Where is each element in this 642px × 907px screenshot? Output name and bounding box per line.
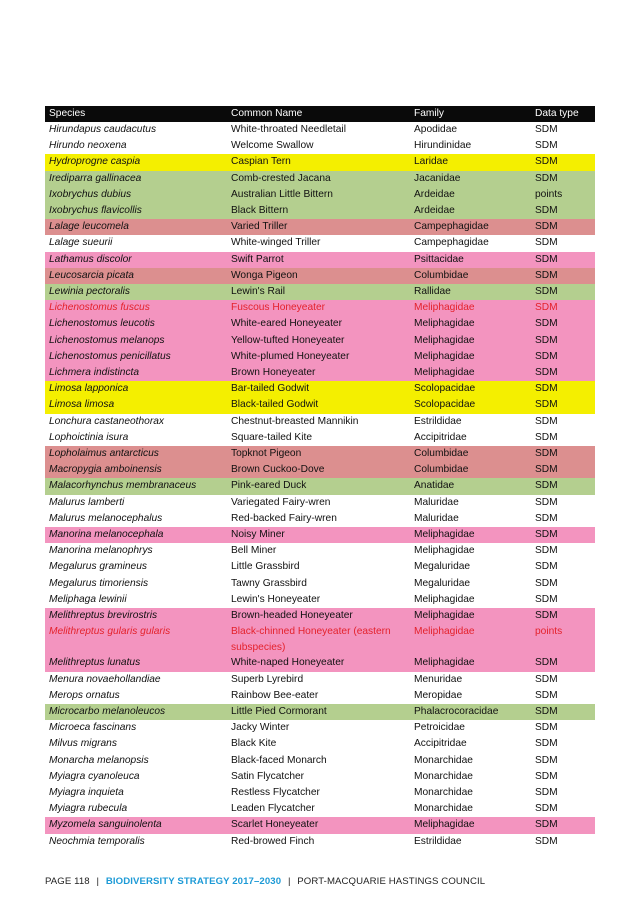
data-type-cell: SDM bbox=[531, 478, 595, 494]
common-name-cell: Australian Little Bittern bbox=[227, 187, 410, 203]
common-name-cell: Jacky Winter bbox=[231, 722, 290, 734]
data-type-cell: SDM bbox=[535, 835, 558, 847]
page-number: PAGE 118 bbox=[45, 876, 90, 887]
data-type-cell: SDM bbox=[535, 561, 558, 573]
family-cell: Megaluridae bbox=[414, 561, 471, 573]
species-cell: Menura novaehollandiae bbox=[49, 673, 161, 685]
data-type-cell: SDM bbox=[531, 381, 595, 397]
table-row bbox=[45, 430, 595, 446]
table-row bbox=[45, 414, 595, 430]
species-cell: Myiagra inquieta bbox=[49, 786, 124, 798]
common-name-cell: Black-chinned Honeyeater (eastern subspecies) bbox=[227, 624, 410, 655]
table-row bbox=[45, 203, 595, 219]
family-cell: Petroicidae bbox=[414, 722, 465, 734]
common-name-cell: Bell Miner bbox=[231, 545, 277, 557]
species-cell: Lewinia pectoralis bbox=[45, 284, 227, 300]
family-cell: Campephagidae bbox=[414, 237, 489, 249]
species-cell: Ixobrychus flavicollis bbox=[45, 203, 227, 219]
table-row bbox=[45, 446, 595, 462]
common-name-cell: Lewin's Rail bbox=[227, 284, 410, 300]
species-cell: Myiagra cyanoleuca bbox=[49, 770, 140, 782]
species-cell: Lophoictinia isura bbox=[49, 431, 129, 443]
table-row bbox=[45, 462, 595, 478]
family-cell: Maluridae bbox=[414, 496, 459, 508]
species-cell: Lopholaimus antarcticus bbox=[45, 446, 227, 462]
data-type-cell: SDM bbox=[531, 252, 595, 268]
family-cell: Meliphagidae bbox=[410, 316, 531, 332]
family-cell: Jacanidae bbox=[410, 171, 531, 187]
common-name-cell: Black-tailed Godwit bbox=[227, 397, 410, 413]
family-cell: Meliphagidae bbox=[410, 365, 531, 381]
family-cell: Meliphagidae bbox=[410, 333, 531, 349]
family-cell: Anatidae bbox=[410, 478, 531, 494]
data-type-cell: SDM bbox=[531, 333, 595, 349]
data-type-cell: SDM bbox=[531, 316, 595, 332]
common-name-cell: White-naped Honeyeater bbox=[227, 655, 410, 671]
species-cell: Milvus migrans bbox=[49, 738, 117, 750]
species-cell: Lichenostomus leucotis bbox=[45, 316, 227, 332]
data-type-cell: SDM bbox=[535, 738, 558, 750]
table-row bbox=[45, 154, 595, 170]
data-type-cell: SDM bbox=[531, 527, 595, 543]
species-cell: Irediparra gallinacea bbox=[45, 171, 227, 187]
data-type-cell: SDM bbox=[531, 817, 595, 833]
data-type-cell: SDM bbox=[531, 219, 595, 235]
table-row bbox=[45, 252, 595, 268]
table-row bbox=[45, 817, 595, 833]
table-row bbox=[45, 543, 595, 559]
family-cell: Meropidae bbox=[414, 689, 463, 701]
common-name-cell: Welcome Swallow bbox=[231, 140, 314, 152]
family-cell: Meliphagidae bbox=[410, 624, 531, 655]
footer-divider: | bbox=[287, 876, 291, 887]
species-cell: Lonchura castaneothorax bbox=[49, 415, 164, 427]
table-row bbox=[45, 397, 595, 413]
common-name-cell: Wonga Pigeon bbox=[227, 268, 410, 284]
table-row bbox=[45, 122, 595, 138]
family-cell: Columbidae bbox=[410, 268, 531, 284]
species-cell: Limosa limosa bbox=[45, 397, 227, 413]
data-type-cell: SDM bbox=[535, 786, 558, 798]
table-row bbox=[45, 559, 595, 575]
data-type-cell: SDM bbox=[531, 446, 595, 462]
family-cell: Phalacrocoracidae bbox=[410, 704, 531, 720]
table-row bbox=[45, 769, 595, 785]
species-cell: Melithreptus brevirostris bbox=[45, 608, 227, 624]
species-cell: Hirundo neoxena bbox=[49, 140, 127, 152]
data-type-cell: SDM bbox=[535, 577, 558, 589]
council-name: PORT-MACQUARIE HASTINGS COUNCIL bbox=[297, 876, 486, 887]
common-name-cell: Tawny Grassbird bbox=[231, 577, 307, 589]
species-cell: Microcarbo melanoleucos bbox=[45, 704, 227, 720]
table-row bbox=[45, 624, 595, 655]
common-name-cell: Comb-crested Jacana bbox=[227, 171, 410, 187]
data-type-cell: SDM bbox=[535, 415, 558, 427]
data-type-cell: SDM bbox=[531, 154, 595, 170]
table-row bbox=[45, 511, 595, 527]
table-row bbox=[45, 753, 595, 769]
table-row bbox=[45, 219, 595, 235]
data-type-cell: SDM bbox=[535, 722, 558, 734]
table-row bbox=[45, 785, 595, 801]
common-name-cell: Chestnut-breasted Mannikin bbox=[231, 415, 359, 427]
species-cell: Malurus melanocephalus bbox=[49, 512, 163, 524]
family-cell: Columbidae bbox=[410, 446, 531, 462]
table-row bbox=[45, 333, 595, 349]
species-cell: Melithreptus lunatus bbox=[45, 655, 227, 671]
table-row bbox=[45, 171, 595, 187]
data-type-cell: SDM bbox=[535, 545, 558, 557]
data-type-cell: SDM bbox=[535, 496, 558, 508]
family-cell: Meliphagidae bbox=[410, 349, 531, 365]
family-cell: Apodidae bbox=[414, 124, 458, 135]
species-cell: Hirundapus caudacutus bbox=[49, 124, 157, 135]
family-cell: Meliphagidae bbox=[410, 655, 531, 671]
common-name-cell: Black-faced Monarch bbox=[231, 754, 327, 766]
species-cell: Lalage leucomela bbox=[45, 219, 227, 235]
data-type-cell: SDM bbox=[535, 673, 558, 685]
table-row bbox=[45, 608, 595, 624]
species-cell: Malurus lamberti bbox=[49, 496, 125, 508]
table-body bbox=[45, 122, 595, 850]
table-row bbox=[45, 284, 595, 300]
family-cell: Estrildidae bbox=[414, 415, 462, 427]
species-cell: Manorina melanocephala bbox=[45, 527, 227, 543]
table-row bbox=[45, 495, 595, 511]
header-species: Species bbox=[45, 106, 227, 122]
common-name-cell: Superb Lyrebird bbox=[231, 673, 304, 685]
table-row bbox=[45, 527, 595, 543]
common-name-cell: Bar-tailed Godwit bbox=[227, 381, 410, 397]
data-type-cell: SDM bbox=[535, 754, 558, 766]
data-type-cell: SDM bbox=[535, 803, 558, 815]
table-row bbox=[45, 736, 595, 752]
species-cell: Myzomela sanguinolenta bbox=[45, 817, 227, 833]
data-type-cell: SDM bbox=[535, 512, 558, 524]
common-name-cell: Brown-headed Honeyeater bbox=[227, 608, 410, 624]
common-name-cell: Fuscous Honeyeater bbox=[227, 300, 410, 316]
data-type-cell: SDM bbox=[535, 431, 558, 443]
family-cell: Monarchidae bbox=[414, 770, 473, 782]
data-type-cell: SDM bbox=[531, 349, 595, 365]
common-name-cell: Satin Flycatcher bbox=[231, 770, 305, 782]
species-cell: Melithreptus gularis gularis bbox=[45, 624, 227, 655]
common-name-cell: White-throated Needletail bbox=[231, 124, 346, 135]
data-type-cell: SDM bbox=[531, 655, 595, 671]
common-name-cell: Little Grassbird bbox=[231, 561, 300, 573]
family-cell: Accipitridae bbox=[414, 431, 467, 443]
data-type-cell: SDM bbox=[531, 704, 595, 720]
table-row bbox=[45, 720, 595, 736]
data-type-cell: SDM bbox=[531, 284, 595, 300]
data-type-cell: SDM bbox=[531, 608, 595, 624]
family-cell: Menuridae bbox=[414, 673, 463, 685]
data-type-cell: SDM bbox=[535, 770, 558, 782]
data-type-cell: SDM bbox=[535, 140, 558, 152]
data-type-cell: SDM bbox=[535, 689, 558, 701]
data-type-cell: SDM bbox=[531, 268, 595, 284]
species-cell: Limosa lapponica bbox=[45, 381, 227, 397]
table-row bbox=[45, 688, 595, 704]
family-cell: Accipitridae bbox=[414, 738, 467, 750]
data-type-cell: SDM bbox=[531, 171, 595, 187]
common-name-cell: Red-backed Fairy-wren bbox=[231, 512, 337, 524]
table-row bbox=[45, 187, 595, 203]
footer-divider: | bbox=[96, 876, 100, 887]
species-cell: Leucosarcia picata bbox=[45, 268, 227, 284]
data-type-cell: SDM bbox=[535, 124, 558, 135]
family-cell: Estrildidae bbox=[414, 835, 462, 847]
family-cell: Campephagidae bbox=[410, 219, 531, 235]
family-cell: Meliphagidae bbox=[414, 593, 475, 605]
family-cell: Scolopacidae bbox=[410, 397, 531, 413]
header-data-type: Data type bbox=[531, 106, 595, 122]
data-type-cell: SDM bbox=[531, 300, 595, 316]
family-cell: Meliphagidae bbox=[410, 300, 531, 316]
common-name-cell: Varied Triller bbox=[227, 219, 410, 235]
family-cell: Maluridae bbox=[414, 512, 459, 524]
common-name-cell: Brown Honeyeater bbox=[227, 365, 410, 381]
common-name-cell: Black Kite bbox=[231, 738, 277, 750]
family-cell: Psittacidae bbox=[410, 252, 531, 268]
common-name-cell: White-winged Triller bbox=[231, 237, 321, 249]
table-row bbox=[45, 592, 595, 608]
header-family: Family bbox=[410, 106, 531, 122]
common-name-cell: Brown Cuckoo-Dove bbox=[227, 462, 410, 478]
family-cell: Hirundinidae bbox=[414, 140, 472, 152]
common-name-cell: Black Bittern bbox=[227, 203, 410, 219]
species-cell: Lichenostomus fuscus bbox=[45, 300, 227, 316]
table-row bbox=[45, 349, 595, 365]
common-name-cell: Topknot Pigeon bbox=[227, 446, 410, 462]
table-row bbox=[45, 672, 595, 688]
common-name-cell: Noisy Miner bbox=[227, 527, 410, 543]
family-cell: Rallidae bbox=[410, 284, 531, 300]
family-cell: Columbidae bbox=[410, 462, 531, 478]
species-cell: Lathamus discolor bbox=[45, 252, 227, 268]
family-cell: Scolopacidae bbox=[410, 381, 531, 397]
table-row bbox=[45, 138, 595, 154]
family-cell: Ardeidae bbox=[410, 187, 531, 203]
family-cell: Laridae bbox=[410, 154, 531, 170]
table-row bbox=[45, 834, 595, 850]
table-row bbox=[45, 365, 595, 381]
data-type-cell: points bbox=[531, 187, 595, 203]
common-name-cell: White-eared Honeyeater bbox=[227, 316, 410, 332]
species-cell: Ixobrychus dubius bbox=[45, 187, 227, 203]
document-title: BIODIVERSITY STRATEGY 2017–2030 bbox=[105, 876, 282, 887]
species-cell: Lalage sueurii bbox=[49, 237, 113, 249]
species-cell: Malacorhynchus membranaceus bbox=[45, 478, 227, 494]
table-row bbox=[45, 576, 595, 592]
species-cell: Monarcha melanopsis bbox=[49, 754, 149, 766]
species-cell: Meliphaga lewinii bbox=[49, 593, 127, 605]
common-name-cell: Yellow-tufted Honeyeater bbox=[227, 333, 410, 349]
species-cell: Hydroprogne caspia bbox=[45, 154, 227, 170]
species-cell: Merops ornatus bbox=[49, 689, 120, 701]
table-header-row bbox=[45, 106, 595, 122]
table-row bbox=[45, 478, 595, 494]
species-table bbox=[45, 106, 595, 850]
table-row bbox=[45, 655, 595, 671]
family-cell: Meliphagidae bbox=[410, 817, 531, 833]
species-cell: Lichmera indistincta bbox=[45, 365, 227, 381]
common-name-cell: Lewin's Honeyeater bbox=[231, 593, 321, 605]
table-row bbox=[45, 316, 595, 332]
common-name-cell: Variegated Fairy-wren bbox=[231, 496, 331, 508]
table-row bbox=[45, 268, 595, 284]
family-cell: Meliphagidae bbox=[414, 545, 475, 557]
common-name-cell: Restless Flycatcher bbox=[231, 786, 320, 798]
family-cell: Monarchidae bbox=[414, 754, 473, 766]
family-cell: Ardeidae bbox=[410, 203, 531, 219]
common-name-cell: Square-tailed Kite bbox=[231, 431, 312, 443]
table-row bbox=[45, 235, 595, 251]
common-name-cell: Swift Parrot bbox=[227, 252, 410, 268]
species-cell: Manorina melanophrys bbox=[49, 545, 153, 557]
species-cell: Lichenostomus melanops bbox=[45, 333, 227, 349]
data-type-cell: SDM bbox=[531, 462, 595, 478]
data-type-cell: SDM bbox=[531, 365, 595, 381]
common-name-cell: Pink-eared Duck bbox=[227, 478, 410, 494]
data-type-cell: SDM bbox=[535, 593, 558, 605]
common-name-cell: Caspian Tern bbox=[227, 154, 410, 170]
table-row bbox=[45, 801, 595, 817]
common-name-cell: Little Pied Cormorant bbox=[227, 704, 410, 720]
common-name-cell: Scarlet Honeyeater bbox=[227, 817, 410, 833]
species-cell: Macropygia amboinensis bbox=[45, 462, 227, 478]
data-type-cell: points bbox=[531, 624, 595, 655]
common-name-cell: Rainbow Bee-eater bbox=[231, 689, 319, 701]
common-name-cell: Red-browed Finch bbox=[231, 835, 315, 847]
table-row bbox=[45, 300, 595, 316]
family-cell: Monarchidae bbox=[414, 786, 473, 798]
table-row bbox=[45, 381, 595, 397]
species-cell: Myiagra rubecula bbox=[49, 803, 128, 815]
common-name-cell: White-plumed Honeyeater bbox=[227, 349, 410, 365]
species-cell: Microeca fascinans bbox=[49, 722, 137, 734]
species-cell: Neochmia temporalis bbox=[49, 835, 145, 847]
table-row bbox=[45, 704, 595, 720]
data-type-cell: SDM bbox=[531, 397, 595, 413]
data-type-cell: SDM bbox=[535, 237, 558, 249]
page-footer bbox=[45, 876, 485, 887]
data-type-cell: SDM bbox=[531, 203, 595, 219]
family-cell: Meliphagidae bbox=[410, 527, 531, 543]
species-cell: Megalurus gramineus bbox=[49, 561, 147, 573]
family-cell: Megaluridae bbox=[414, 577, 471, 589]
species-cell: Megalurus timoriensis bbox=[49, 577, 149, 589]
family-cell: Meliphagidae bbox=[410, 608, 531, 624]
header-common-name: Common Name bbox=[227, 106, 410, 122]
family-cell: Monarchidae bbox=[414, 803, 473, 815]
common-name-cell: Leaden Flycatcher bbox=[231, 803, 315, 815]
species-cell: Lichenostomus penicillatus bbox=[45, 349, 227, 365]
